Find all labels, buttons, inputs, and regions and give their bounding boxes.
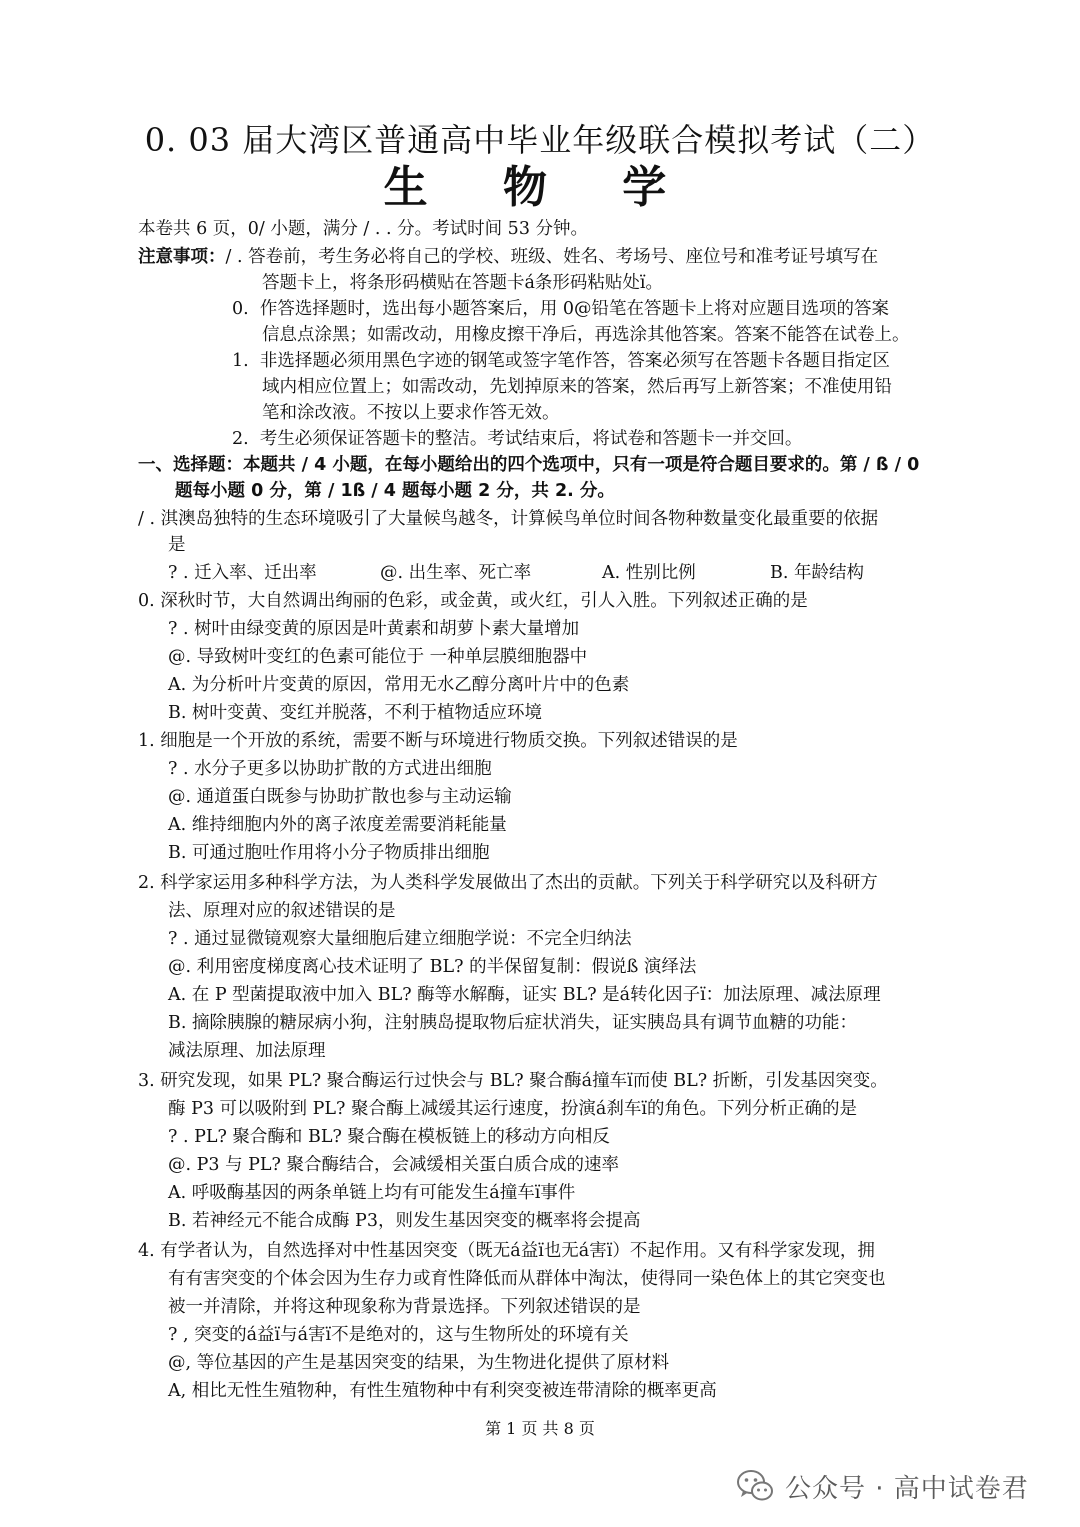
watermark <box>735 1466 1029 1506</box>
option-b: @, 等位基因的产生是基因突变的结果，为生物进化提供了原材料 <box>168 1353 670 1373</box>
notice-item <box>232 426 802 452</box>
watermark-text: 公众号 · 高中试卷君 <box>785 1473 1029 1504</box>
option-c: A. 在 P 型菌提取液中加入 BL? 酶等水解酶，证实 BL? 是á转化因子ï：加法原理、减法原理 <box>168 985 881 1005</box>
question-number: 0. <box>138 591 155 611</box>
wechat-icon <box>735 1466 775 1506</box>
question-stem <box>138 588 808 614</box>
option-b: @. 利用密度梯度离心技术证明了 BL? 的半保留复制：假说ß 演绎法 <box>168 957 697 977</box>
notice-heading: 注意事项： <box>138 247 226 267</box>
option-d: B. 可通过胞吐作用将小分子物质排出细胞 <box>168 843 490 863</box>
question-stem <box>138 1238 875 1264</box>
notice-number: 0. <box>232 299 249 319</box>
question-text: 是 <box>168 535 186 555</box>
option-d: B. 若神经元不能合成酶 P3，则发生基因突变的概率将会提高 <box>168 1211 641 1231</box>
option-c: A. 维持细胞内外的离子浓度差需要消耗能量 <box>168 815 507 835</box>
option-a: ? . 迁入率、迁出率 <box>168 563 317 583</box>
question-number: 4. <box>138 1241 155 1261</box>
question-stem <box>138 728 738 754</box>
question-number: 2. <box>138 873 155 893</box>
question-text: 法、原理对应的叙述错误的是 <box>168 901 396 921</box>
notice-item <box>138 244 878 270</box>
question-text: 酶 P3 可以吸附到 PL? 聚合酶上减缓其运行速度，扮演á刹车ï的角色。下列分析正确的是 <box>168 1099 857 1119</box>
question-text: 有学者认为，自然选择对中性基因突变（既无á益ï也无á害ï）不起作用。又有科学家发现，拥 <box>160 1241 875 1261</box>
option-a: ? . 树叶由绿变黄的原因是叶黄素和胡萝卜素大量增加 <box>168 619 580 639</box>
notice-item <box>232 296 889 322</box>
question-number: / . <box>138 509 156 529</box>
notice-number: 2. <box>232 429 249 449</box>
question-text: 研究发现，如果 PL? 聚合酶运行过快会与 BL? 聚合酶á撞车ï而使 BL? 折断，引发基因突变。 <box>160 1071 888 1091</box>
question-number: 3. <box>138 1071 155 1091</box>
option-d: B. 年龄结构 <box>770 563 864 583</box>
question-text: 细胞是一个开放的系统，需要不断与环境进行物质交换。下列叙述错误的是 <box>160 731 738 751</box>
option-c: A. 为分析叶片变黄的原因，常用无水乙醇分离叶片中的色素 <box>168 675 630 695</box>
section-heading: 一、选择题：本题共 / 4 小题，在每小题给出的四个选项中，只有一项是符合题目要求的。第 / ß / 0 <box>138 455 920 475</box>
option-d-cont: 减法原理、加法原理 <box>168 1041 326 1061</box>
notice-text: 作答选择题时，选出每小题答案后，用 0@铅笔在答题卡上将对应题目选项的答案 <box>259 299 890 319</box>
question-text: 深秋时节，大自然调出绚丽的色彩，或金黄，或火红，引人入胜。下列叙述正确的是 <box>160 591 808 611</box>
question-stem <box>138 506 878 532</box>
notice-text: 考生必须保证答题卡的整洁。考试结束后，将试卷和答题卡一并交回。 <box>259 429 803 449</box>
exam-title: 0. 03 届大湾区普通高中毕业年级联合模拟考试（二） <box>144 121 936 159</box>
question-text: 被一并清除，并将这种现象称为背景选择。下列叙述错误的是 <box>168 1297 641 1317</box>
section-heading-cont: 题每小题 0 分，第 / 1ß / 4 题每小题 2 分，共 2. 分。 <box>175 481 615 501</box>
option-b: @. 通道蛋白既参与协助扩散也参与主动运输 <box>168 787 512 807</box>
option-b: @. 导致树叶变红的色素可能位于 一种单层膜细胞器中 <box>168 647 588 667</box>
notice-text: 答题卡上，将条形码横贴在答题卡á条形码粘贴处ï。 <box>262 273 664 293</box>
notice-text: 答卷前，考生务必将自己的学校、班级、姓名、考场号、座位号和准考证号填写在 <box>248 247 879 267</box>
question-text: 科学家运用多种科学方法，为人类科学发展做出了杰出的贡献。下列关于科学研究以及科研方 <box>160 873 878 893</box>
notice-number: 1. <box>232 351 249 371</box>
option-a: ? . 通过显微镜观察大量细胞后建立细胞学说：不完全归纳法 <box>168 929 632 949</box>
question-number: 1. <box>138 731 155 751</box>
option-c: A, 相比无性生殖物种，有性生殖物种中有利突变被连带清除的概率更高 <box>168 1381 717 1401</box>
option-a: ? . PL? 聚合酶和 BL? 聚合酶在模板链上的移动方向相反 <box>168 1127 610 1147</box>
notice-item <box>232 348 890 374</box>
option-b: @. 出生率、死亡率 <box>380 563 532 583</box>
option-d: B. 摘除胰腺的糖尿病小狗，注射胰岛提取物后症状消失，证实胰岛具有调节血糖的功能： <box>168 1013 857 1033</box>
subject-title: 生 物 学 <box>383 162 697 213</box>
option-row <box>168 560 864 586</box>
page-number: 第 1 页 共 8 页 <box>485 1419 595 1438</box>
question-text: 淇澳岛独特的生态环境吸引了大量候鸟越冬，计算候鸟单位时间各物种数量变化最重要的依据 <box>160 509 879 529</box>
option-a: ? , 突变的á益ï与á害ï不是绝对的，这与生物所处的环境有关 <box>168 1325 629 1345</box>
question-text: 有有害突变的个体会因为生存力或育性降低而从群体中淘汰，使得同一染色体上的其它突变也 <box>168 1269 886 1289</box>
question-stem <box>138 1068 888 1094</box>
notice-text: 非选择题必须用黑色字迹的钢笔或签字笔作答，答案必须写在答题卡各题目指定区 <box>259 351 890 371</box>
notice-text: 笔和涂改液。不按以上要求作答无效。 <box>262 403 560 423</box>
option-a: ? . 水分子更多以协助扩散的方式进出细胞 <box>168 759 492 779</box>
exam-intro: 本卷共 6 页，0/ 小题，满分 / . . 分。考试时间 53 分钟。 <box>138 219 589 239</box>
option-d: B. 树叶变黄、变红并脱落，不利于植物适应环境 <box>168 703 542 723</box>
option-c: A. 性别比例 <box>602 563 696 583</box>
question-stem <box>138 870 878 896</box>
option-b: @. P3 与 PL? 聚合酶结合，会减缓相关蛋白质合成的速率 <box>168 1155 619 1175</box>
notice-text: 域内相应位置上；如需改动，先划掉原来的答案，然后再写上新答案；不准使用铅 <box>262 377 892 397</box>
option-c: A. 呼吸酶基因的两条单链上均有可能发生á撞车ï事件 <box>168 1183 576 1203</box>
notice-text: 信息点涂黑；如需改动，用橡皮擦干净后，再选涂其他答案。答案不能答在试卷上。 <box>262 325 910 345</box>
notice-number: / . <box>225 247 243 267</box>
